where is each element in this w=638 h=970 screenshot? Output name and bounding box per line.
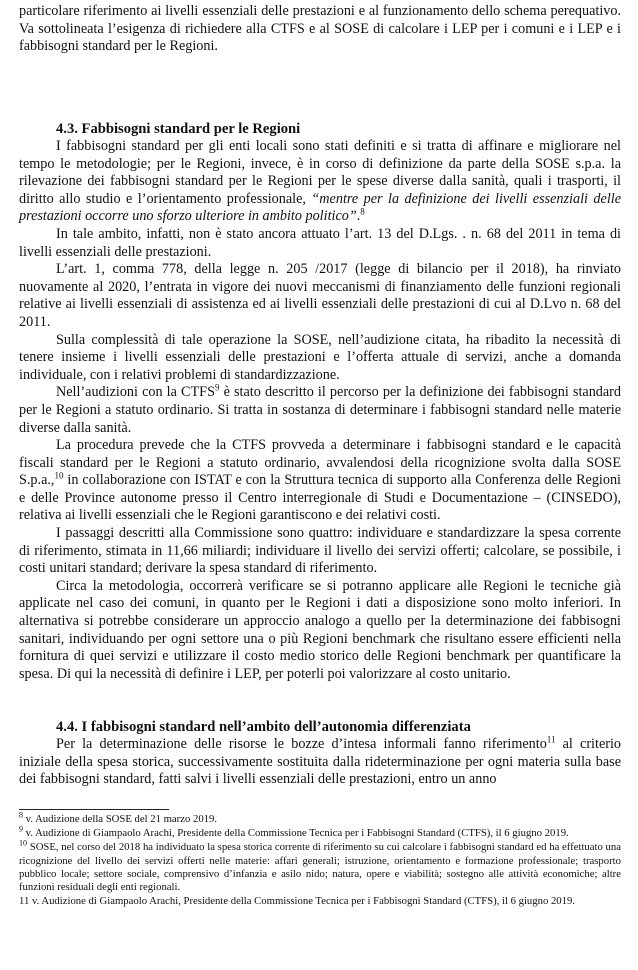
footnote-9 xyxy=(19,824,621,840)
paragraph xyxy=(19,332,621,385)
footnote-separator xyxy=(19,809,169,810)
paragraph-text: è stato descritto il percorso per la definizione dei fabbisogni standard per le Regioni a statuto ordinario. Si tratta in sostanza di determinare i fabbisogni standard nelle materie diverse dalla sanità. xyxy=(19,384,621,436)
footnote-ref-11: 11 xyxy=(546,734,556,745)
footnote-number: 10 xyxy=(19,838,27,848)
paragraph-text: Circa la metodologia, occorrerà verificare se si potranno applicare alle Regioni le tecniche già applicate nel caso dei comuni, in quanto per le Regioni i dati a disposizione sono molto inferiori. In alternativa si potrebbe considerare un approccio analogo a quello per la determinazione dei fabbisogni sanitari, individuando per ogni settore una o più Regioni benchmark che risultano essere efficienti nella fornitura di quei servizi e utilizzare il costo medio storico delle Regioni benchmark per quantificare la spesa. Di qui la necessità di definire i LEP, per poterli poi valorizzare al costo unitario. xyxy=(19,577,621,682)
footnote-10 xyxy=(19,838,621,894)
paragraph-text: in collaborazione con ISTAT e con la Struttura tecnica di supporto alla Conferenza delle Regioni e delle Province autonome presso il Centro interregionale di Studi e Documentazione – (CINSEDO), relativa ai livelli essenziali che le Regioni garantiscono e dei relativi costi. xyxy=(19,472,621,524)
footnote-number: 11 xyxy=(19,895,30,908)
paragraph-text: I passaggi descritti alla Commissione sono quattro: individuare e standardizzare la spesa corrente di riferimento, stimata in 11,66 miliardi; individuare il livello dei servizi offerti; calcolare, se possibile, i costi unitari standard; derivare la spesa standard di riferimento. xyxy=(19,525,621,577)
paragraph xyxy=(19,437,621,525)
section-4-3-body xyxy=(19,138,621,683)
paragraph-text: Sulla complessità di tale operazione la SOSE, nell’audizione citata, ha ribadito la necessità di tenere insieme i livelli essenziali delle prestazioni e l’offerta attuale di servizi, anche a domanda individuale, con i relativi problemi di standardizzazione. xyxy=(19,331,621,383)
footnote-8 xyxy=(19,810,621,826)
paragraph-text: Nell’audizioni con la CTFS xyxy=(56,384,215,401)
punctuation: . xyxy=(356,208,361,225)
section-4-4-paragraph xyxy=(19,736,621,789)
paragraph-text: Per la determinazione delle risorse le bozze d’intesa informali fanno riferimento xyxy=(56,736,547,752)
footnote-text: SOSE, nel corso del 2018 ha individuato la spesa storica corrente di riferimento su cui calcolare i fabbisogni standard ed ha effettuato una ricognizione del livello dei servizi offerti nelle materie: affari generali; istruzione, orientamento e formazione professionale; trasporto pubblico locale; settore sociale, comprensivo d’infanzia e asilo nido; natura, opere e viabilità; sostegno alle attività economiche; altre funzioni residuali degli enti regionali. xyxy=(19,841,621,894)
footnote-number: 9 xyxy=(19,824,23,834)
footnote-11 xyxy=(19,895,621,908)
paragraph-text: La procedura prevede che la CTFS provveda a determinare i fabbisogni standard e le capacità fiscali standard per le Regioni a statuto ordinario, avvalendosi della ricognizione svolta dalla SOSE S.p.a., xyxy=(19,437,621,489)
quoted-text: “mentre per la definizione dei livelli essenziali delle prestazioni occorre uno sforzo ulteriore in ambito politico” xyxy=(19,190,621,225)
footnote-number: 8 xyxy=(19,810,23,820)
paragraph-text: al criterio iniziale della spesa storica, successivamente sostituita dalla rideterminazione per ogni materia sulla base dei fabbisogni standard, fatti salvi i livelli essenziali delle prestazioni, entro un anno xyxy=(19,736,622,788)
section-heading-4-4: 4.4. I fabbisogni standard nell’ambito dell’autonomia differenziata xyxy=(56,719,471,735)
paragraph xyxy=(19,226,621,261)
footnote-ref-8: 8 xyxy=(360,206,365,217)
footnote-ref-10: 10 xyxy=(54,470,64,481)
paragraph-text: In tale ambito, infatti, non è stato ancora attuato l’art. 13 del D.Lgs. . n. 68 del 2011 in tema di livelli essenziali delle prestazioni. xyxy=(19,225,621,260)
intro-paragraph: particolare riferimento ai livelli essenziali delle prestazioni e al funzionamento dello schema perequativo. Va sottolineata l’esigenza di richiedere alla CTFS e al SOSE di calcolare i LEP per i comuni e i LEP e i fabbisogni standard per le Regioni. xyxy=(19,3,621,55)
paragraph xyxy=(19,525,621,578)
paragraph xyxy=(19,261,621,331)
footnote-ref-9: 9 xyxy=(214,382,220,393)
footnote-text: v. Audizione di Giampaolo Arachi, Presidente della Commissione Tecnica per i Fabbisogni Standard (CTFS), il 6 giugno 2019. xyxy=(29,895,576,908)
paragraph xyxy=(19,578,621,684)
paragraph xyxy=(19,384,621,437)
footnotes xyxy=(19,810,621,909)
paragraph xyxy=(19,138,621,226)
paragraph-text: I fabbisogni standard per gli enti locali sono stati definiti e si tratta di affinare e migliorare nel tempo le metodologie; per le Regioni, invece, è in corso di definizione da parte della SOSE s.p.a. la rilevazione dei fabbisogni standard per le Regioni per le spese diverse dalla sanità, quali i trasporti, il diritto allo studio e l’orientamento professionale, xyxy=(19,138,621,207)
section-heading-4-3: 4.3. Fabbisogni standard per le Regioni xyxy=(56,121,301,137)
footnote-text: v. Audizione di Giampaolo Arachi, Presidente della Commissione Tecnica per i Fabbisogni Standard (CTFS), il 6 giugno 2019. xyxy=(23,827,569,840)
paragraph-text: L’art. 1, comma 778, della legge n. 205 /2017 (legge di bilancio per il 2018), ha rinviato nuovamente al 2020, l’entrata in vigore dei nuovi meccanismi di finanziamento delle funzioni regionali relative ai livelli essenziali di assistenza ed ai livelli essenziali delle prestazioni di cui al D.Lvo n. 68 del 2011. xyxy=(19,261,621,330)
footnote-text: v. Audizione della SOSE del 21 marzo 2019. xyxy=(23,813,218,825)
